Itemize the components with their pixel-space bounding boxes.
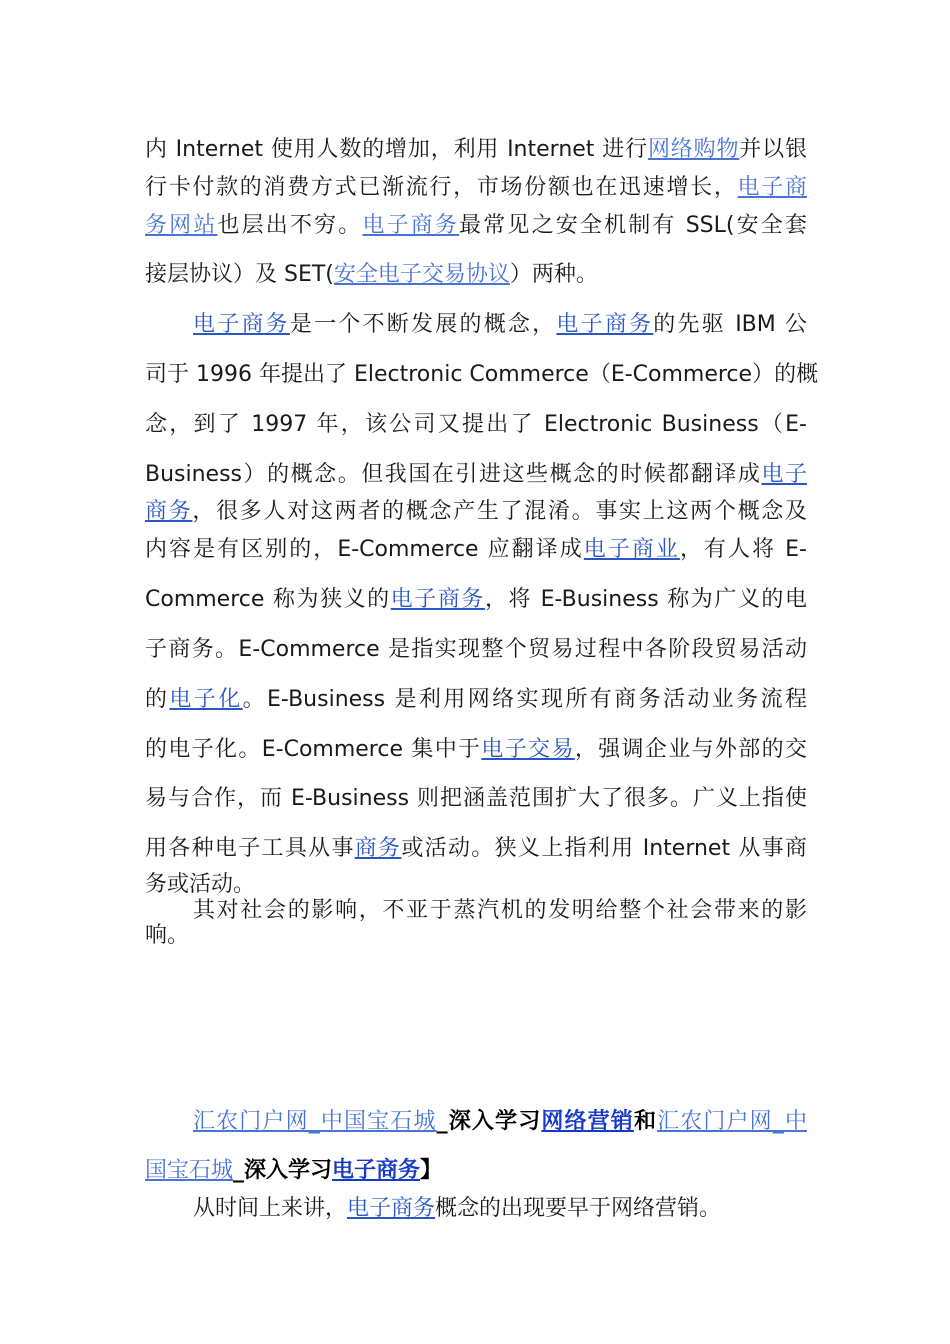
link-ecommerce[interactable]: 电子商务 bbox=[347, 1196, 436, 1221]
text: Business）的概念。但我国在引进这些概念的时候都翻译成 bbox=[145, 462, 762, 487]
link-huinong-portal[interactable]: 汇农门户网_中国宝石城 bbox=[193, 1109, 437, 1134]
link-ecommerce-site[interactable]: 电子商 bbox=[737, 175, 807, 200]
text: 并以银 bbox=[739, 137, 807, 162]
text: 子商务。E-Commerce 是指实现整个贸易过程中各阶段贸易活动 bbox=[145, 637, 807, 662]
p2-line-6 bbox=[145, 536, 807, 564]
text: 司于 1996 年提出了 Electronic Commerce（E-Commerce）的概 bbox=[145, 362, 819, 387]
text: 从时间上来讲， bbox=[193, 1196, 348, 1221]
text: 。E-Business 是利用网络实现所有商务活动业务流程 bbox=[242, 687, 807, 712]
link-business[interactable]: 商务 bbox=[354, 836, 402, 861]
text: 的 bbox=[145, 687, 170, 712]
link-digitization[interactable]: 电子化 bbox=[169, 687, 243, 712]
text: ，很多人对这两者的概念产生了混淆。事实上这两个概念及 bbox=[192, 499, 807, 524]
link-ecommerce[interactable]: 电子商务 bbox=[362, 213, 460, 238]
link-ecommerce[interactable]: 电子商务 bbox=[390, 587, 485, 612]
link-e-business-commerce[interactable]: 电子商业 bbox=[583, 537, 680, 562]
text: 是一个不断发展的概念， bbox=[289, 312, 557, 337]
p2-line-4 bbox=[145, 461, 807, 489]
link-ecommerce-bold[interactable]: 电子商务 bbox=[332, 1158, 421, 1183]
link-network-marketing[interactable]: 网络营销 bbox=[541, 1109, 634, 1134]
p2-line-9 bbox=[145, 686, 807, 714]
p2-line-12 bbox=[145, 835, 807, 863]
p1-line-2 bbox=[145, 174, 807, 202]
text: 也层出不穷。 bbox=[217, 213, 363, 238]
p2-line-2 bbox=[145, 361, 819, 389]
text: 其对社会的影响，不亚于蒸汽机的发明给整个社会带来的影 bbox=[193, 898, 807, 923]
p2-line-3 bbox=[145, 411, 807, 439]
text: 或活动。狭义上指利用 Internet 从事商 bbox=[401, 836, 807, 861]
link-ecommerce-split[interactable]: 电子 bbox=[761, 462, 807, 487]
p2-line-7 bbox=[145, 586, 807, 614]
text: ，强调企业与外部的交 bbox=[574, 737, 807, 762]
link-online-shopping[interactable]: 网络购物 bbox=[647, 137, 740, 162]
p2-line-8 bbox=[145, 636, 807, 664]
p1-line-4 bbox=[145, 261, 807, 289]
text: 的电子化。E-Commerce 集中于 bbox=[145, 737, 482, 762]
link-ecommerce[interactable]: 电子商务 bbox=[556, 312, 654, 337]
link-set-protocol[interactable]: 安全电子交易协议 bbox=[333, 262, 510, 287]
link-huinong-portal-2[interactable]: 汇农门户网_中 bbox=[657, 1109, 807, 1134]
text: 行卡付款的消费方式已渐流行，市场份额也在迅速增长， bbox=[145, 175, 738, 200]
p1-line-1 bbox=[145, 136, 807, 164]
p2-line-1 bbox=[193, 311, 807, 339]
text: 和 bbox=[633, 1109, 658, 1134]
text: _深入学习 bbox=[233, 1158, 333, 1183]
p2-line-13 bbox=[145, 871, 807, 899]
text: 易与合作，而 E-Business 则把涵盖范围扩大了很多。广义上指使 bbox=[145, 786, 807, 811]
text: 概念的出现要早于网络营销。 bbox=[435, 1196, 722, 1221]
text: _深入学习 bbox=[436, 1109, 542, 1134]
p2-line-11 bbox=[145, 785, 807, 813]
p3-line-2 bbox=[145, 922, 807, 950]
p4-line-1 bbox=[193, 1108, 807, 1136]
text: 最常见之安全机制有 SSL(安全套 bbox=[459, 213, 807, 238]
p1-line-3 bbox=[145, 212, 807, 240]
text: Commerce 称为狭义的 bbox=[145, 587, 391, 612]
text: 内容是有区别的，E-Commerce 应翻译成 bbox=[145, 537, 584, 562]
link-huinong-portal-2-cont[interactable]: 国宝石城 bbox=[145, 1158, 234, 1183]
text: 念，到了 1997 年，该公司又提出了 Electronic Business（E- bbox=[145, 412, 807, 437]
text: 务或活动。 bbox=[145, 872, 256, 897]
text: 响。 bbox=[145, 923, 190, 948]
p2-line-5 bbox=[145, 498, 807, 526]
p5-line-1 bbox=[193, 1195, 807, 1223]
p2-line-10 bbox=[145, 736, 807, 764]
text: 内 Internet 使用人数的增加，利用 Internet 进行 bbox=[145, 137, 648, 162]
link-ecommerce-split-cont[interactable]: 商务 bbox=[145, 499, 193, 524]
p3-line-1 bbox=[193, 897, 807, 925]
link-e-transaction[interactable]: 电子交易 bbox=[481, 737, 575, 762]
text: 用各种电子工具从事 bbox=[145, 836, 355, 861]
text: 接层协议）及 SET( bbox=[145, 262, 334, 287]
p4-line-2 bbox=[145, 1157, 807, 1185]
text: 】 bbox=[420, 1158, 443, 1183]
link-ecommerce-site-cont[interactable]: 务网站 bbox=[145, 213, 218, 238]
link-ecommerce[interactable]: 电子商务 bbox=[193, 312, 290, 337]
text: ，有人将 E- bbox=[679, 537, 807, 562]
text: ）两种。 bbox=[509, 262, 598, 287]
text: ，将 E-Business 称为广义的电 bbox=[484, 587, 807, 612]
text: 的先驱 IBM 公 bbox=[653, 312, 807, 337]
